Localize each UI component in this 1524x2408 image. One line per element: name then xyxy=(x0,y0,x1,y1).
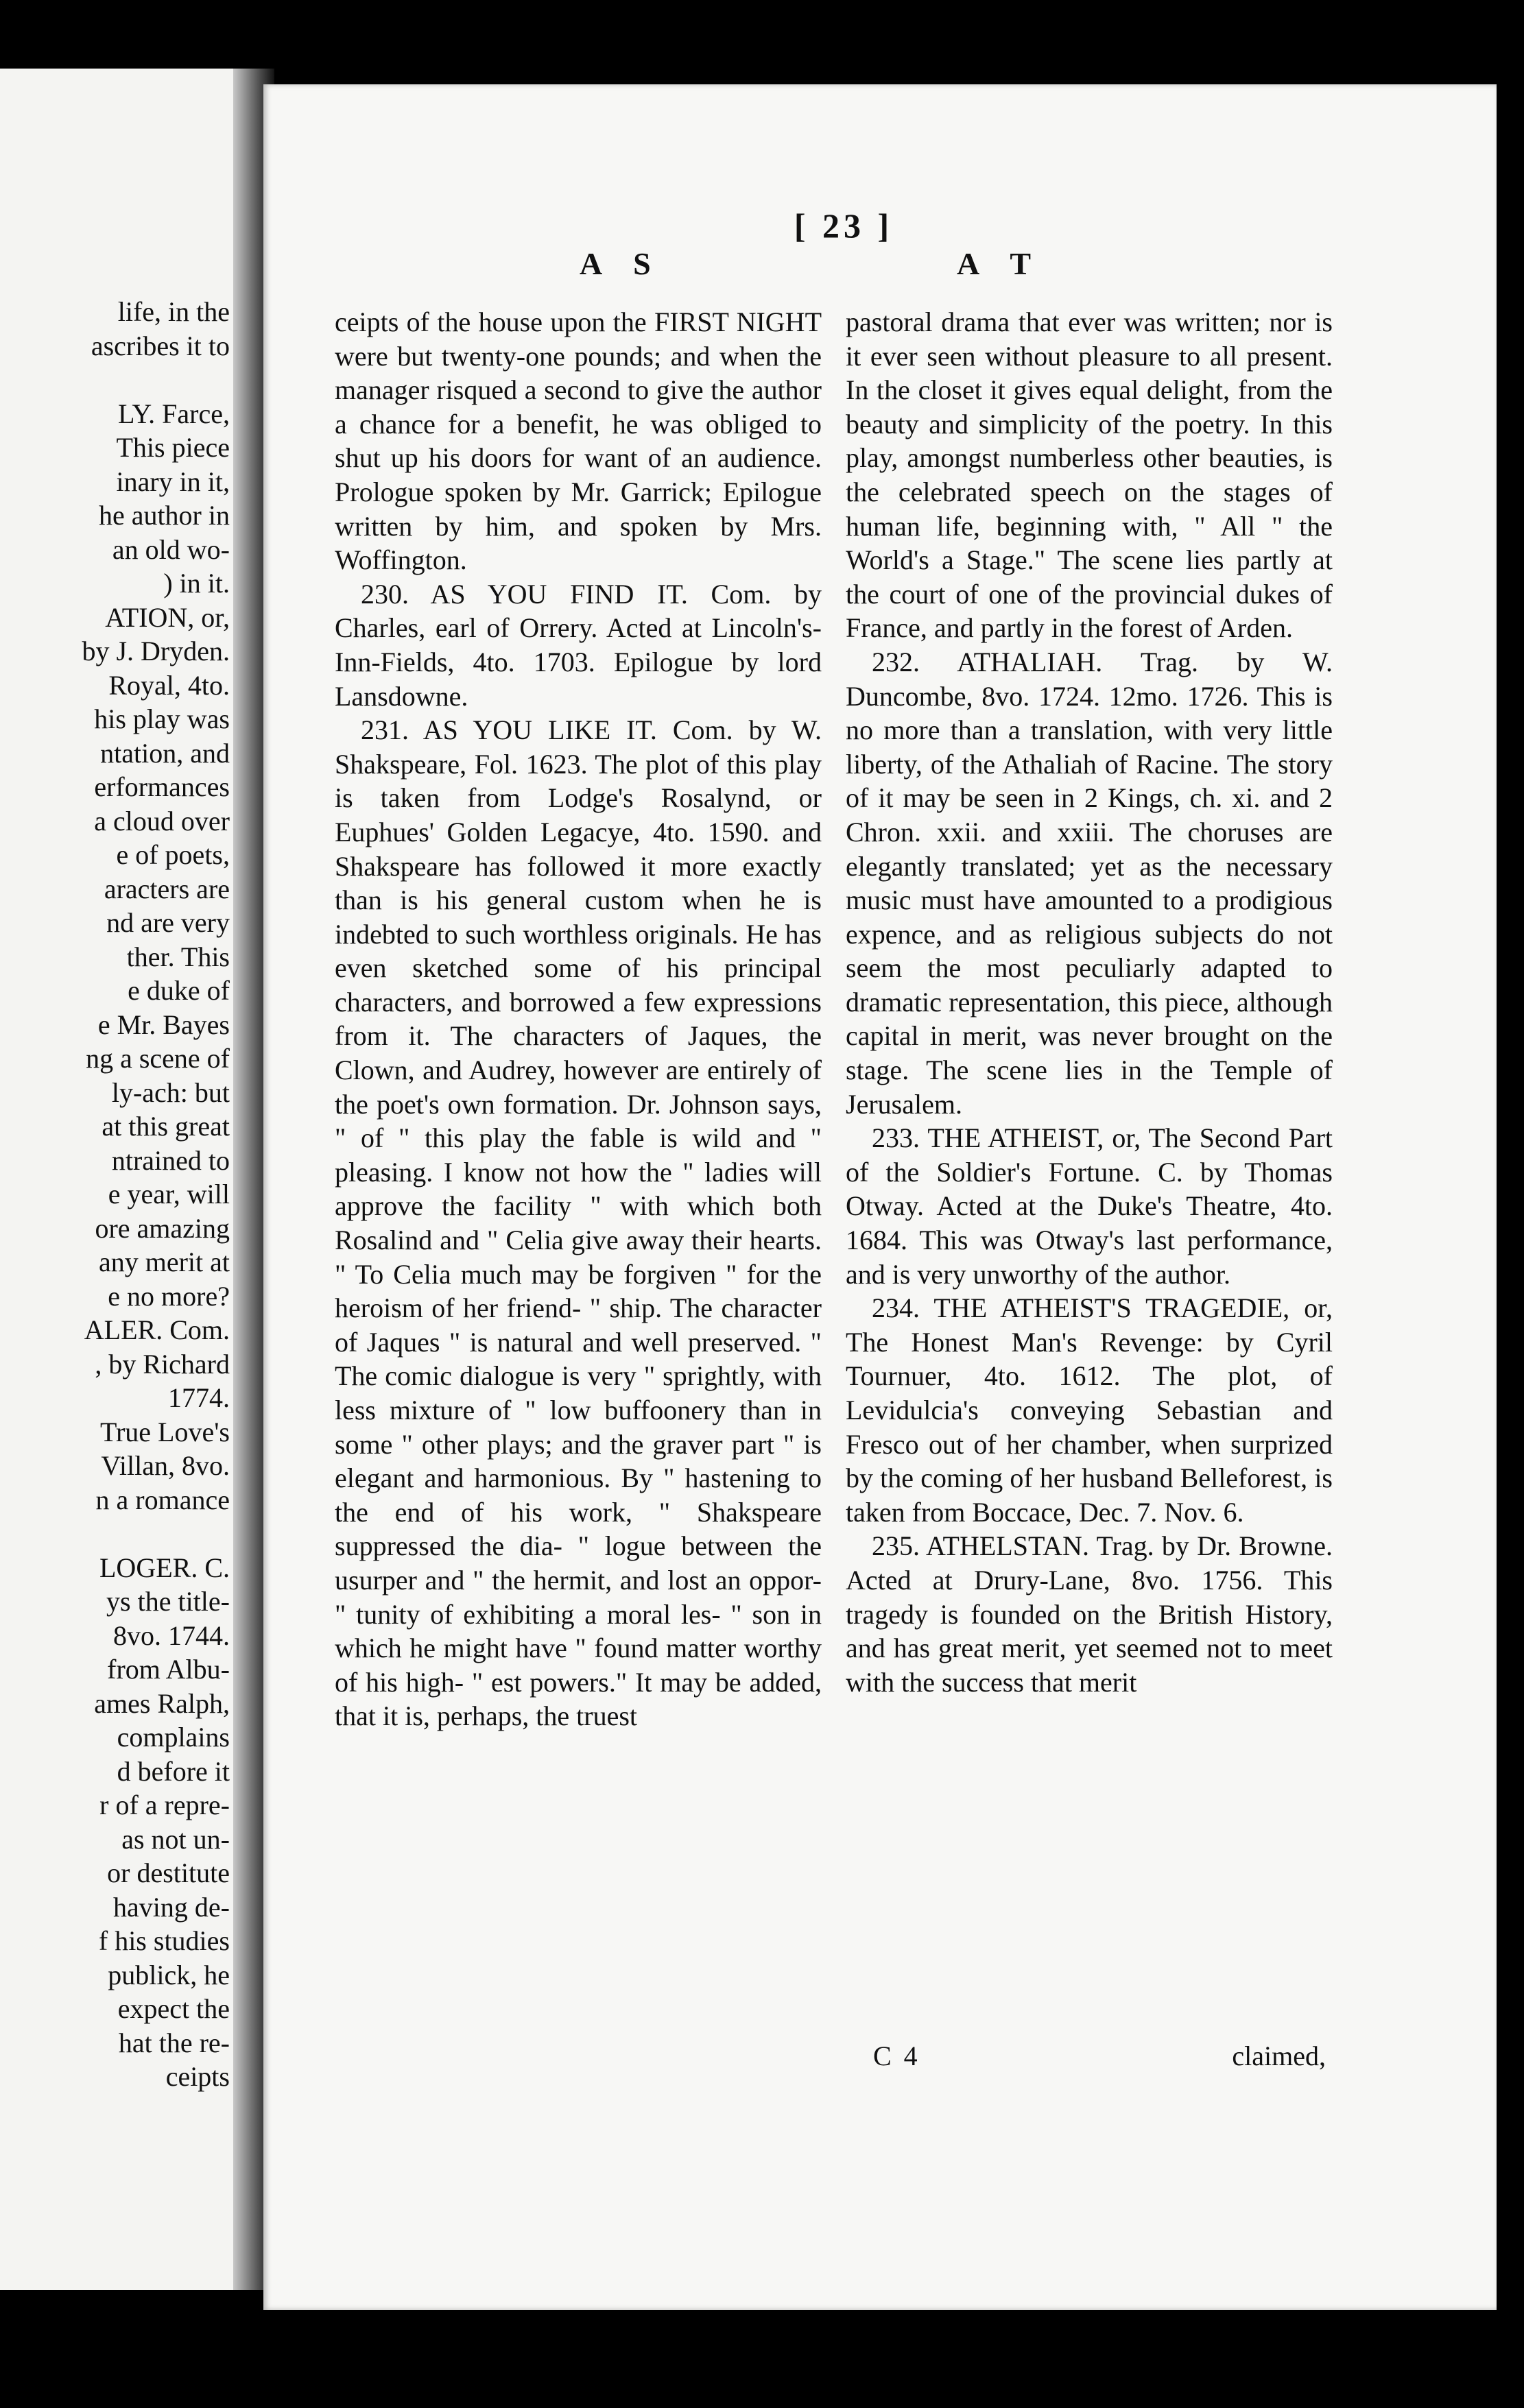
previous-page-line: erformances xyxy=(94,771,230,802)
entry-234: 234. THE ATHEIST'S TRAGEDIE, or, The Honest Man's Revenge: by Cyril Tournuer, 4to. 1612. The plot, of Levidulcia's conveying Sebastian and Fresco out of her chamber, when surprized by the coming of her husband Belleforest, is taken from Boccace, Dec. 7. Nov. 6. xyxy=(846,1292,1333,1528)
running-head-left: A S xyxy=(580,246,663,281)
previous-page-line: by J. Dryden. xyxy=(82,636,230,666)
previous-page-line: ly-ach: but xyxy=(111,1076,230,1108)
previous-page-line: ATION, or, xyxy=(105,601,230,633)
previous-page-line: from Albu- xyxy=(107,1654,230,1685)
previous-page-line: ys the title- xyxy=(106,1586,230,1617)
previous-page-line: at this great xyxy=(102,1111,230,1142)
previous-page-line: ceipts xyxy=(165,2061,230,2092)
previous-page-line: e no more? xyxy=(108,1280,230,1312)
previous-page-line: LOGER. C. xyxy=(99,1552,230,1583)
previous-page-line: he author in xyxy=(98,500,230,531)
previous-page-line: expect the xyxy=(117,1993,230,2024)
entry-232: 232. ATHALIAH. Trag. by W. Duncombe, 8vo. 1724. 12mo. 1726. This is no more than a translation, with very little liberty, of the Athaliah of Racine. The story of it may be seen in 2 Kings, ch. xi. and 2 Chron. xxii. and xxiii. The choruses are elegantly translated; yet as the necessary music must have amounted to a prodigious expence, and as religious subjects do not seem the most peculiarly adapted to dramatic representation, this piece, although capital in merit, was never brought on the stage. The scene lies in the Temple of Jerusalem. xyxy=(846,646,1333,1120)
previous-page-line: ) in it. xyxy=(163,568,230,599)
previous-page-line: 8vo. 1744. xyxy=(113,1620,230,1651)
text-column-left xyxy=(335,305,822,1733)
previous-page-line: Royal, 4to. xyxy=(108,669,230,701)
previous-page-line: or destitute xyxy=(107,1857,230,1888)
previous-page-line: True Love's xyxy=(99,1416,230,1447)
signature-mark: C 4 xyxy=(873,2040,920,2071)
previous-page-line: ore amazing xyxy=(95,1212,230,1244)
entry-231: 231. AS YOU LIKE IT. Com. by W. Shakspeare, Fol. 1623. The plot of this play is taken from Lodge's Rosalynd, or Euphues' Golden Legacye, 4to. 1590. and Shakspeare has followed it more exactly than is his general custom when he is indebted to such worthless originals. He has even sketched some of his principal characters, and borrowed a few expressions from it. The characters of Jaques, the Clown, and Audrey, however are entirely of the poet's own formation. Dr. Johnson says, " of " this play the fable is wild and " pleasing. I know not how the " ladies will approve the facility " with which both Rosalind and " Celia give away their hearts. " To Celia much may be forgiven " for the heroism of her friend- " ship. The character of Jaques " is natural and well preserved. " The comic dialogue is very " sprightly, with less mixture of " low buffoonery than in some " other plays; and the graver part " is elegant and harmonious. By " hastening to the end of his work, " Shakspeare suppressed the dia- " logue between the usurper and " the hermit, and lost an oppor- " tunity of exhibiting a moral les- " son in which he might have " found matter worthy of his high- " est powers." It may be added, that it is, perhaps, the truest xyxy=(335,714,822,1732)
previous-page-line: complains xyxy=(117,1722,230,1753)
previous-page-line: inary in it, xyxy=(116,466,230,497)
previous-page-line: publick, he xyxy=(108,1959,230,1990)
paragraph: pastoral drama that ever was written; nor is it ever seen without pleasure to all present. In the closet it gives equal delight, from the beauty and simplicity of the poetry. In this play, amongst numberless other beauties, is the celebrated speech on the stages of human life, beginning with, " All " the World's a Stage." The scene lies partly at the court of one of the provincial dukes of France, and partly in the forest of Arden. xyxy=(846,306,1333,644)
text-column-right xyxy=(846,305,1333,1699)
entry-235: 235. ATHELSTAN. Trag. by Dr. Browne. Acted at Drury-Lane, 8vo. 1756. This tragedy is founded on the British History, and has great merit, yet seemed not to meet with the success that merit xyxy=(846,1530,1333,1698)
previous-page-line: having de- xyxy=(113,1891,230,1923)
page-number: [ 23 ] xyxy=(794,206,894,245)
previous-page-line: , by Richard xyxy=(95,1348,230,1380)
previous-page-line xyxy=(0,1517,230,1551)
previous-page-line: ames Ralph, xyxy=(94,1687,230,1719)
previous-page-line: his play was xyxy=(94,703,230,734)
previous-page-line: ascribes it to xyxy=(91,330,230,361)
previous-page-line: a cloud over xyxy=(94,805,230,836)
previous-page-line: an old wo- xyxy=(112,533,230,565)
previous-page-line: This piece xyxy=(116,432,230,463)
previous-page-line: e Mr. Bayes xyxy=(97,1009,230,1040)
previous-page-line: d before it xyxy=(117,1755,230,1787)
entry-233: 233. THE ATHEIST, or, The Second Part of the Soldier's Fortune. C. by Thomas Otway. Acted at the Duke's Theatre, 4to. 1684. This was Otway's last performance, and is very unworthy of the author. xyxy=(846,1122,1333,1290)
previous-page-line: nd are very xyxy=(106,907,230,938)
previous-page-line: ng a scene of xyxy=(86,1043,230,1074)
previous-page-line: e duke of xyxy=(128,975,230,1006)
previous-page-line: any merit at xyxy=(98,1247,230,1277)
previous-page-line: f his studies xyxy=(98,1925,230,1956)
previous-page-text xyxy=(0,295,230,2094)
previous-page-line: ther. This xyxy=(126,941,230,972)
previous-page-line xyxy=(0,363,230,397)
previous-page-line: Villan, 8vo. xyxy=(101,1450,230,1481)
previous-page-line: life, in the xyxy=(117,296,230,327)
previous-page-line: hat the re- xyxy=(118,2027,230,2058)
previous-page xyxy=(0,69,240,2290)
previous-page-line: ntation, and xyxy=(100,737,230,769)
paragraph: ceipts of the house upon the FIRST NIGHT were but twenty-one pounds; and when the manager risqued a second to give the author a chance for a benefit, he was obliged to shut up his doors for want of an audience. Prologue spoken by Mr. Garrick; Epilogue written by him, and spoken by Mrs. Woffington. xyxy=(335,306,822,576)
previous-page-line: ntrained to xyxy=(111,1144,230,1176)
entry-230: 230. AS YOU FIND IT. Com. by Charles, earl of Orrery. Acted at Lincoln's-Inn-Fields, 4to. 1703. Epilogue by lord Lansdowne. xyxy=(335,578,822,712)
previous-page-line: ALER. Com. xyxy=(84,1314,230,1345)
running-head-right: A T xyxy=(957,246,1044,281)
previous-page-line: e year, will xyxy=(108,1179,230,1209)
previous-page-line: 1774. xyxy=(168,1382,230,1413)
previous-page-line: aracters are xyxy=(104,873,230,904)
previous-page-line: as not un- xyxy=(121,1823,230,1855)
page-footer xyxy=(873,2040,1326,2072)
previous-page-line: n a romance xyxy=(95,1484,230,1515)
previous-page-line: e of poets, xyxy=(116,839,230,870)
previous-page-line: r of a repre- xyxy=(99,1790,230,1820)
previous-page-line: LY. Farce, xyxy=(118,398,230,429)
catchword: claimed, xyxy=(1232,2040,1326,2071)
